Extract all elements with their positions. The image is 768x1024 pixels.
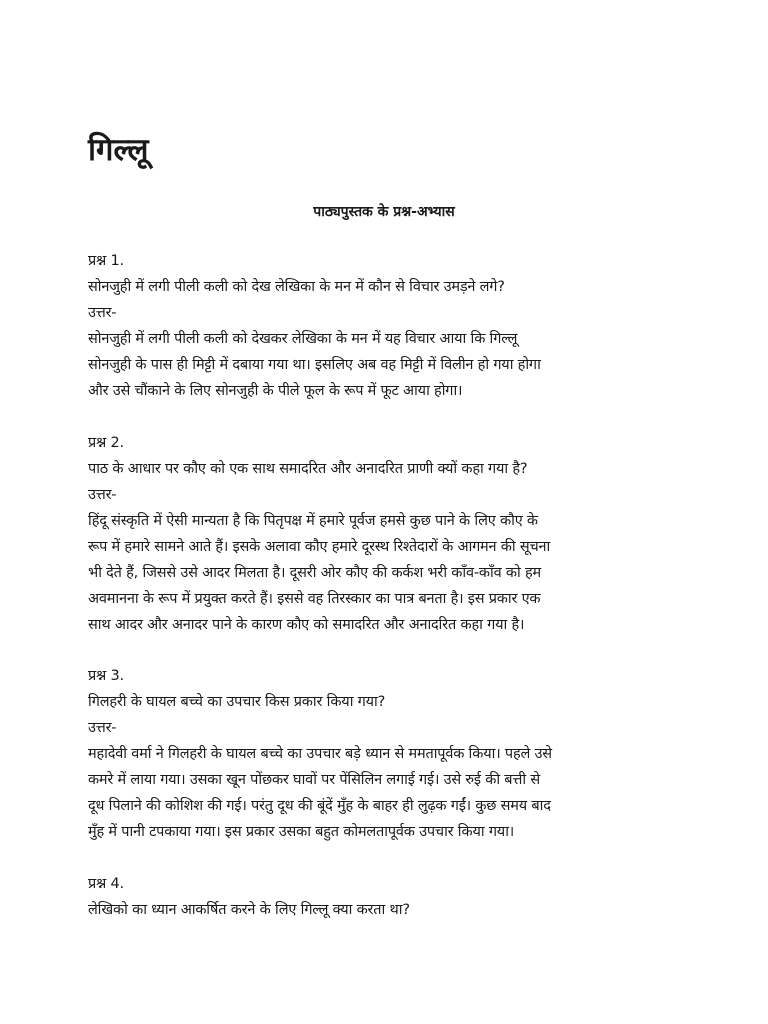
answer-line: रूप में हमारे सामने आते हैं। इसके अलावा कौए हमारे दूरस्थ रिश्तेदारों के आगमन की सूचना: [88, 539, 551, 555]
page-title: गिल्लू: [88, 132, 149, 168]
question-number: प्रश्न 3.: [88, 668, 124, 684]
answer-line: साथ आदर और अनादर पाने के कारण कौए को समादरित और अनादरित कहा गया है।: [88, 617, 525, 633]
question-block: [88, 248, 688, 404]
answer-line: और उसे चौंकाने के लिए सोनजुही के पीले फूल के रूप में फूट आया होगा।: [88, 383, 463, 399]
question-block: [88, 871, 688, 923]
answer-label: उत्तर-: [88, 305, 117, 321]
answer-line: सोनजुही के पास ही मिट्टी में दबाया गया था। इसलिए अब वह मिट्टी में विलीन हो गया होगा: [88, 357, 541, 373]
question-number: प्रश्न 1.: [88, 253, 124, 269]
question-text: पाठ के आधार पर कौए को एक साथ समादरित और अनादरित प्राणी क्यों कहा गया है?: [88, 461, 528, 477]
question-number: प्रश्न 2.: [88, 435, 124, 451]
answer-label: उत्तर-: [88, 487, 117, 503]
answer-line: महादेवी वर्मा ने गिलहरी के घायल बच्चे का उपचार बड़े ध्यान से ममतापूर्वक किया। पहले उसे: [88, 746, 552, 762]
answer-line: हिंदू संस्कृति में ऐसी मान्यता है कि पितृपक्ष में हमारे पूर्वज हमसे कुछ पाने के लिए कौए के: [88, 513, 538, 529]
answer-line: अवमानना के रूप में प्रयुक्त करते हैं। इससे वह तिरस्कार का पात्र बनता है। इस प्रकार एक: [88, 591, 541, 607]
answer-line: मुँह में पानी टपकाया गया। इस प्रकार उसका बहुत कोमलतापूर्वक उपचार किया गया।: [88, 824, 515, 840]
answer-line: कमरे में लाया गया। उसका खून पोंछकर घावों पर पेंसिलिन लगाई गई। उसे रुई की बत्ती से: [88, 772, 540, 788]
question-number: प्रश्न 4.: [88, 876, 124, 892]
question-text: सोनजुही में लगी पीली कली को देख लेखिका के मन में कौन से विचार उमड़ने लगे?: [88, 279, 505, 295]
section-heading: पाठ्यपुस्तक के प्रश्न-अभ्यास: [313, 204, 455, 220]
question-block: [88, 663, 688, 845]
answer-line: दूध पिलाने की कोशिश की गई। परंतु दूध की बूंदें मुँह के बाहर ही लुढ़क गईं। कुछ समय बाद: [88, 798, 551, 814]
question-text: गिलहरी के घायल बच्चे का उपचार किस प्रकार किया गया?: [88, 694, 386, 710]
question-text: लेखिको का ध्यान आकर्षित करने के लिए गिल्लू क्या करता था?: [88, 902, 410, 918]
answer-line: भी देते हैं, जिससे उसे आदर मिलता है। दूसरी ओर कौए की कर्कश भरी काँव-काँव को हम: [88, 565, 541, 581]
answer-label: उत्तर-: [88, 720, 117, 736]
question-block: [88, 430, 688, 638]
answer-line: सोनजुही में लगी पीली कली को देखकर लेखिका के मन में यह विचार आया कि गिल्लू: [88, 331, 518, 347]
